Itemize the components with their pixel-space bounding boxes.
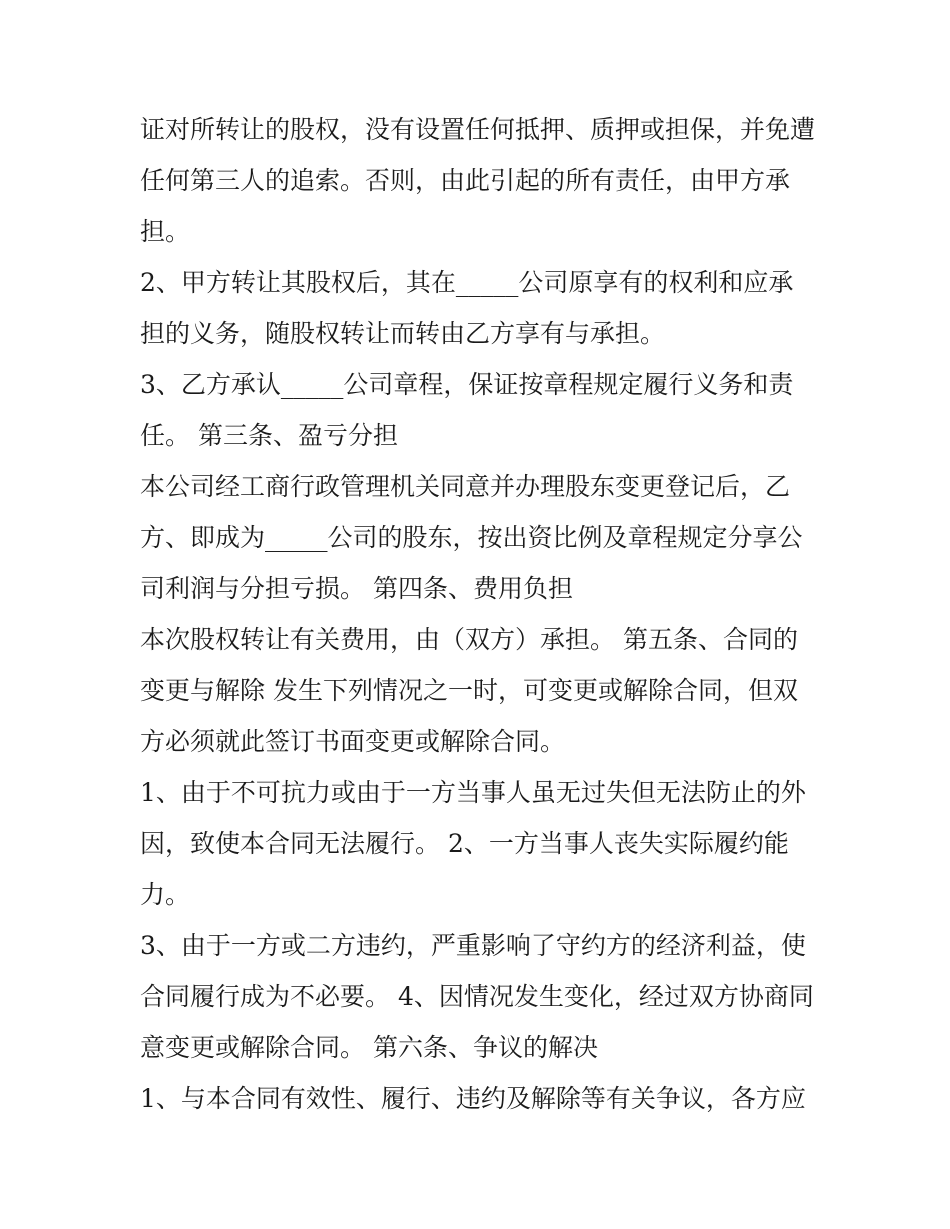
text-line-17: 3、由于一方或二方违约，严重影响了守约方的经济利益，使 [140, 931, 806, 960]
text-line-12: 变更与解除 发生下列情况之一时，可变更或解除合同，但双 [140, 676, 798, 705]
text-line-3: 担。 [140, 217, 191, 246]
text-line-20: 1、与本合同有效性、履行、违约及解除等有关争议，各方应 [140, 1084, 806, 1113]
text-line-10: 司利润与分担亏损。 第四条、费用负担 [140, 574, 573, 603]
text-line-7: 任。 第三条、盈亏分担 [140, 421, 398, 450]
text-line-2: 任何第三人的追索。否则，由此引起的所有责任，由甲方承 [140, 166, 791, 195]
text-line-14: 1、由于不可抗力或由于一方当事人虽无过失但无法防止的外 [140, 778, 806, 807]
text-line-13: 方必须就此签订书面变更或解除合同。 [140, 727, 566, 756]
contract-body-text [140, 104, 820, 1124]
text-line-1: 证对所转让的股权，没有设置任何抵押、质押或担保，并免遭 [140, 115, 816, 144]
text-line-8: 本公司经工商行政管理机关同意并办理股东变更登记后，乙 [140, 472, 791, 501]
text-line-19: 意变更或解除合同。 第六条、争议的解决 [140, 1033, 598, 1062]
text-line-18: 合同履行成为不必要。 4、因情况发生变化，经过双方协商同 [140, 982, 814, 1011]
text-line-9: 方、即成为_____公司的股东，按出资比例及章程规定分享公 [140, 523, 803, 552]
text-line-16: 力。 [140, 880, 191, 909]
text-line-4: 2、甲方转让其股权后，其在_____公司原享有的权利和应承 [140, 268, 794, 297]
text-line-15: 因，致使本合同无法履行。 2、一方当事人丧失实际履约能 [140, 829, 789, 858]
text-line-11: 本次股权转让有关费用，由（双方）承担。 第五条、合同的 [140, 625, 798, 654]
text-line-5: 担的义务，随股权转让而转由乙方享有与承担。 [140, 319, 666, 348]
text-line-6: 3、乙方承认_____公司章程，保证按章程规定履行义务和责 [140, 370, 794, 399]
